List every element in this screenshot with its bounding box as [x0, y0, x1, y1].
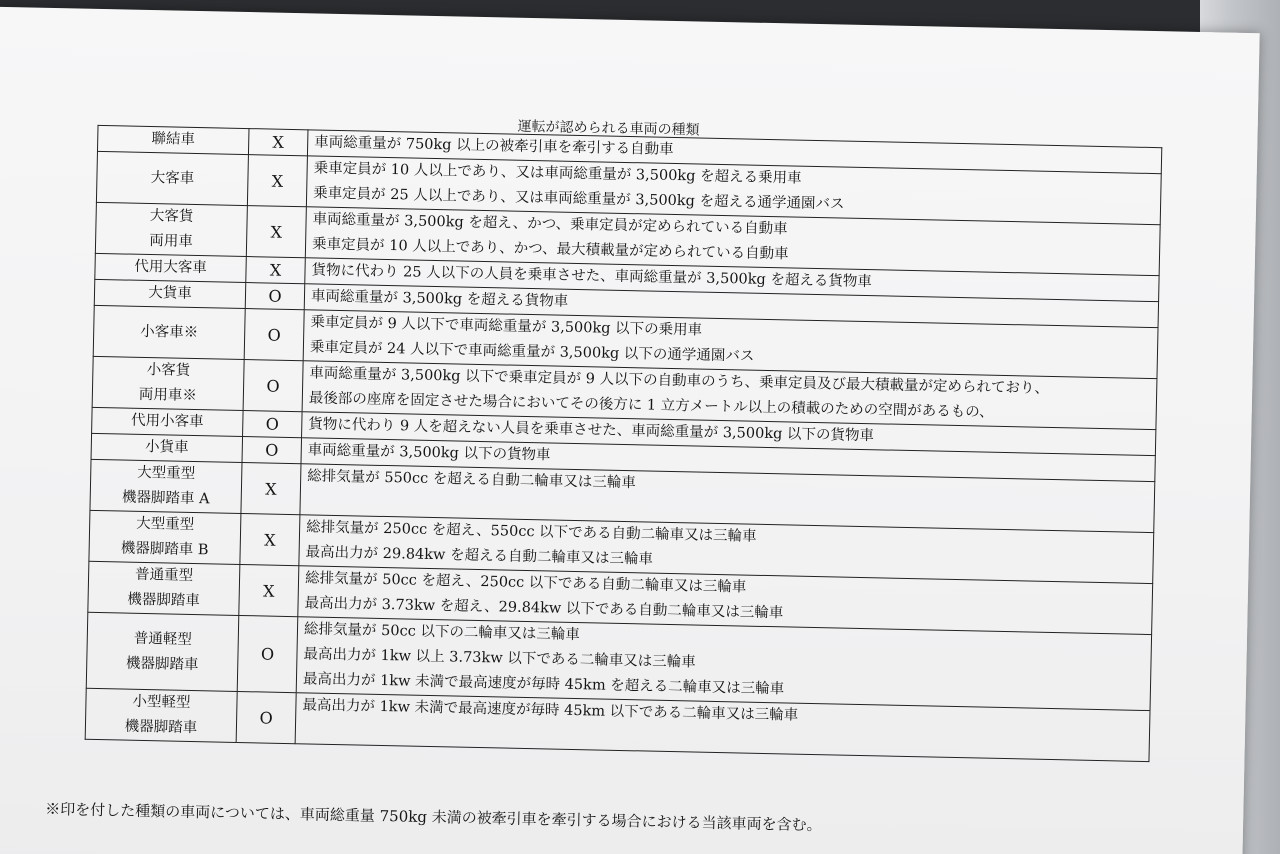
vehicle-type-name-line: 小貨車: [144, 438, 189, 456]
description-line: 総排気量が 550cc を超える自動二輪車又は三輪車: [307, 468, 636, 492]
vehicle-type-name-line: 小型軽型: [132, 693, 191, 711]
vehicle-type-name: [89, 510, 241, 564]
vehicle-type-name-line: 両用車: [149, 233, 194, 250]
description-line: 最高出力が 1kw 未満で最高速度が毎時 45km 以下である二輪車又は三輪車: [302, 697, 799, 724]
vehicle-type-name-line: 代用小客車: [130, 412, 204, 431]
document-title: 運転が認められる車両の種類: [517, 118, 700, 139]
permission-mark: X: [240, 513, 300, 565]
description-line: 車両総重量が 3,500kg を超える貨物車: [310, 288, 569, 310]
vehicle-type-name-line: 聯結車: [151, 131, 196, 148]
vehicle-type-name: [92, 356, 244, 410]
permission-mark: O: [242, 437, 302, 464]
vehicle-type-name: [90, 459, 242, 513]
paper-sheet: [0, 6, 1260, 854]
permission-mark: X: [241, 463, 301, 515]
vehicle-type-name-line: 大客車: [150, 169, 195, 187]
vehicle-type-name: [94, 279, 246, 308]
vehicle-type-name: [88, 561, 240, 615]
description-line: 乗車定員が 25 人以上であり、又は車両総重量が 3,500kg を超える通学通園バス: [312, 185, 845, 213]
description-line: 総排気量が 50cc を超え、250cc 以下である自動二輪車又は三輪車: [304, 570, 747, 596]
vehicle-type-name: [95, 253, 247, 282]
vehicle-type-name-line: 普通重型: [134, 566, 194, 585]
description-line: 最高出力が 3.73kw を超え、29.84kw 以下である自動二輪車又は三輪車: [304, 595, 784, 622]
vehicle-type-name-line: 普通軽型: [133, 630, 192, 648]
vehicle-type-table: [85, 125, 1163, 762]
permission-mark: O: [236, 691, 296, 743]
permission-mark: O: [243, 411, 303, 438]
footnote: ※印を付した種類の車両については、車両総重量 750kg 未満の被牽引車を牽引する場合における当該車両を含む。: [45, 799, 822, 835]
vehicle-type-name-line: 機器脚踏車: [127, 591, 201, 610]
description-line: 乗車定員が 9 人以下で車両総重量が 3,500kg 以下の乗用車: [310, 314, 703, 339]
description-line: 車両総重量が 3,500kg 以下で乗車定員が 9 人以下の自動車のうち、乗車定員及び最大積載量が定められており、: [309, 365, 1050, 397]
vehicle-type-name-line: 機器脚踏車 A: [121, 489, 210, 508]
vehicle-type-name: [92, 407, 244, 436]
vehicle-type-name-line: 機器脚踏車 B: [120, 540, 209, 559]
vehicle-type-name: [86, 612, 239, 691]
description-line: 最高出力が 1kw 未満で最高速度が毎時 45km を超える二輪車又は三輪車: [302, 671, 785, 698]
permission-mark: X: [248, 129, 308, 156]
vehicle-type-name: [97, 125, 249, 154]
description-line: 車両総重量が 750kg 以上の被牽引車を牽引する自動車: [314, 134, 674, 158]
vehicle-type-name: [85, 688, 237, 742]
description-line: 最高出力が 29.84kw を超える自動二輪車又は三輪車: [305, 544, 654, 568]
description-line: 貨物に代わり 25 人以下の人員を乗車させた、車両総重量が 3,500kg を超える貨物車: [311, 262, 873, 291]
vehicle-type-name-line: 機器脚踏車: [124, 718, 198, 737]
permission-mark: X: [239, 564, 299, 616]
vehicle-type-name: [96, 151, 248, 205]
description-line: 総排気量が 50cc 以下の二輪車又は三輪車: [303, 621, 581, 644]
description-line: 最後部の座席を固定させた場合においてその後方に 1 立方メートル以上の積載のための空間があるもの、: [308, 390, 994, 421]
vehicle-type-name-line: 大型重型: [137, 464, 196, 483]
vehicle-type-name: [95, 202, 247, 256]
permission-mark: O: [237, 615, 298, 692]
permission-mark: O: [245, 283, 305, 310]
vehicle-type-name-line: 小客車※: [140, 323, 199, 341]
vehicle-type-name-line: 大型重型: [136, 515, 195, 534]
description-line: 車両総重量が 3,500kg 以下の貨物車: [307, 442, 551, 464]
description-line: 総排気量が 250cc を超え、550cc 以下である自動二輪車又は三輪車: [305, 519, 757, 545]
vehicle-type-name-line: 大客貨: [149, 208, 194, 225]
description-line: 乗車定員が 24 人以下で車両総重量が 3,500kg 以下の通学通園バス: [309, 339, 755, 365]
vehicle-type-name-line: 代用大客車: [134, 258, 207, 277]
description-line: 乗車定員が 10 人以上であり、かつ、最大積載量が定められている自動車: [311, 236, 789, 263]
description-line: 車両総重量が 3,500kg を超え、かつ、乗車定員が定められている自動車: [312, 211, 788, 238]
vehicle-type-name: [91, 433, 243, 462]
vehicle-type-name-line: 機器脚踏車: [125, 655, 199, 673]
vehicle-type-name-line: 小客貨: [146, 361, 191, 379]
vehicle-type-name-line: 大貨車: [148, 285, 192, 302]
permission-mark: O: [243, 360, 303, 412]
permission-mark: X: [247, 155, 307, 207]
description-line: 最高出力が 1kw 以上 3.73kw 以下である二輪車又は三輪車: [303, 646, 696, 671]
permission-mark: X: [246, 257, 306, 284]
vehicle-type-name-line: 両用車※: [138, 386, 198, 405]
description-line: 貨物に代わり 9 人を超えない人員を乗車させた、車両総重量が 3,500kg 以下の貨物車: [308, 416, 875, 445]
permission-mark: O: [244, 309, 304, 361]
permission-mark: X: [246, 206, 306, 258]
vehicle-type-name: [93, 305, 245, 359]
description-line: 乗車定員が 10 人以上であり、又は車両総重量が 3,500kg を超える乗用車: [313, 160, 802, 187]
